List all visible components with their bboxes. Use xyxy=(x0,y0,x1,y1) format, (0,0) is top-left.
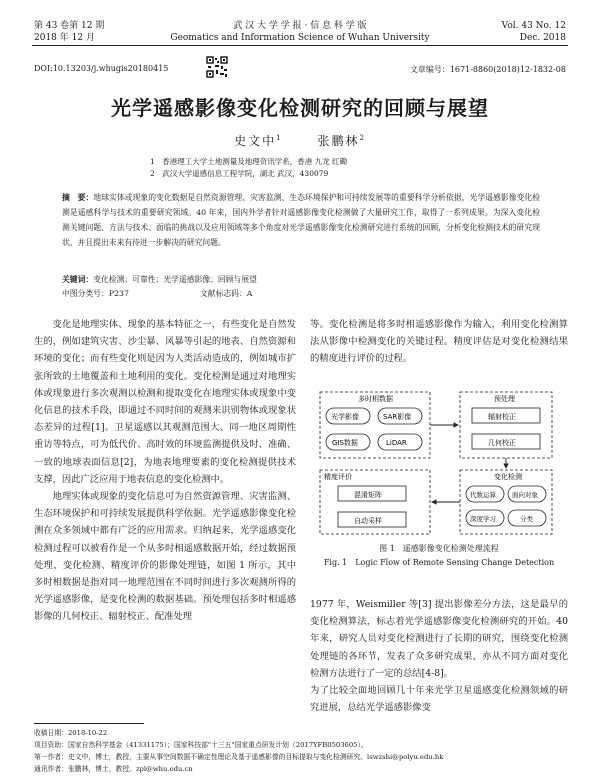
preprocess-label: 预处理 xyxy=(494,395,515,403)
body-paragraph: 为了比较全面地回顾几十年来光学卫星遥感变化检测领域的研究进展，总结光学遥感影像变 xyxy=(310,685,568,714)
multi-temporal-label: 多时相数据 xyxy=(358,395,393,403)
figure-caption-en: Fig. 1 Logic Flow of Remote Sensing Change Detection xyxy=(323,558,555,567)
keywords xyxy=(62,274,540,286)
keywords-text: 变化检测；可靠性；光学遥感影像；回顾与展望 xyxy=(93,275,257,284)
algebra-label: 代数运算 xyxy=(470,491,496,499)
funding-note: 项目资助：国家自然科学基金（41331175）；国家科技部"十三五"国家重点研发计划（2017YFB0503605）。 xyxy=(34,741,368,749)
journal-volume-info-en: Vol. 43 No. 12 Dec. 2018 xyxy=(501,21,566,43)
change-detection-label: 变化检测 xyxy=(494,473,522,481)
author-affiliation-mark: 2 xyxy=(359,134,366,142)
auto-sampling-label: 自动采样 xyxy=(354,517,382,525)
corresponding-author-note: 通讯作者：张鹏林，博士，教授。zpl@whu.edu.cn xyxy=(34,765,193,773)
body-paragraph: 地理实体或现象的变化信息可为自然资源管理、灾害监测、生态环境保护和可持续发展提供科学依据。光学遥感影像变化检测在众多领域中都有广泛的应用需求。归纳起来，光学遥感变化检测过程可以被看作是一个从多时相遥感数据开始，经过数据预处理、变化检测、精度评价的影像处理链，如图 1 所示，其中多时相数据是指对同一地理范围在不同时间进行多次观测所得的光学遥感影像，是变化检测的数据基础。预处理包括多时相遥感影像的几何校正、辐射校正、配准处理 xyxy=(34,491,296,623)
author-name: 史文中 xyxy=(234,134,277,148)
classification-label: 分类 xyxy=(520,515,533,523)
figure-1 xyxy=(318,390,558,538)
gis-data-label: GIS数据 xyxy=(332,439,358,447)
body-paragraph: 等。变化检测是将多时相遥感影像作为输入，利用变化检测算法从影像中检测变化的关键过程。精度评估是对变化检测结果的精度进行评价的过程。 xyxy=(310,319,568,365)
object-based-label: 面向对象 xyxy=(512,491,538,499)
flowchart xyxy=(318,390,558,538)
article-number: 文章编号：1671-8860(2018)12-1832-08 xyxy=(409,65,566,74)
author-list xyxy=(32,132,568,149)
deep-learning-label: 深度学习 xyxy=(470,515,496,523)
received-date: 收稿日期：2018-10-22 xyxy=(34,729,108,737)
affiliation: 2 武汉大学遥感信息工程学院，湖北 武汉，430079 xyxy=(150,169,329,178)
journal-volume-info: 第 43 卷第 12 期 2018 年 12 月 xyxy=(34,21,105,43)
abstract-label: 摘 要： xyxy=(62,193,94,202)
optical-image-label: 光学影像 xyxy=(331,413,359,421)
confusion-matrix-label: 混淆矩阵 xyxy=(354,491,382,499)
author-name: 张鹏林 xyxy=(317,134,360,148)
body-paragraph: 1977 年，Weismiller 等[3] 提出影像差分方法，这是最早的变化检测算法，标志着光学遥感影像变化检测研究的开始。40 年来，研究人员对变化检测进行了长期的研究，围绕变化检测处理链的各环节，发表了众多研究成果，亦从不同方面对变化检测方法进行了一定的总结[4-8]。 xyxy=(310,599,568,679)
geometric-label: 几何校正 xyxy=(488,439,516,447)
journal-name: 武 汉 大 学 学 报 · 信 息 科 学 版 Geomatics and Information Science of Wuhan University xyxy=(170,21,430,43)
abstract xyxy=(62,190,540,250)
body-paragraph: 变化是地理实体、现象的基本特征之一，有些变化是自然发生的，例如建筑灾害、沙尘暴、风暴等引起的地表、自然资源和环境的变化；而有些变化则是因为人类活动造成的，例如城市扩张所致的土地覆盖和土地利用的变化。变化检测是通过对地理实体或现象进行多次观测以检测和提取变化在地理实体或现象中变化信息的技术手段，即通过不同时间的观测来识别物体或现象状态差异的过程[1]。卫星遥感以其观测范围大、同一地区周期性重访等特点，可为低代价、高时效的环境监测提供及时、准确、一致的地球表面信息[2]，为地表地理要素的变化检测提供技术支撑，因此广泛应用于地表信息的变化检测中。 xyxy=(34,319,296,485)
body-column-right-bottom xyxy=(310,596,568,716)
sar-image-label: SAR影像 xyxy=(383,413,412,421)
document-code: 文献标志码：A xyxy=(200,289,253,298)
radiometric-label: 辐射校正 xyxy=(488,413,516,421)
footnote-divider xyxy=(34,723,144,724)
body-column-right-top xyxy=(310,316,568,368)
abstract-text: 地球实体或现象的变化数据是自然资源管理、灾害监测、生态环境保护和可持续发展等的重要科学分析依据，光学遥感影像变化检测是遥感科学与技术的重要研究领域。40 年来，国内外学者针对遥感影像变化检测做了大量研究工作，取得了一系列成果。为深入变化检测关键问题、方法与技术、面临的挑战以及应用领域等多个角度对光学遥感影像变化检测研究进行系统的回顾，分析变化检测技术的研究现状，并且提出未来有待进一步解决的研究问题。 xyxy=(62,193,541,247)
qr-code-icon xyxy=(206,56,228,78)
accuracy-label: 精度评价 xyxy=(324,473,352,481)
keywords-label: 关键词： xyxy=(62,275,94,284)
body-column-left xyxy=(34,316,296,626)
first-author-note: 第一作者：史文中，博士，教授，主要从事空间数据不确定性理论及基于遥感影像的目标提取与变化检测研究。lswzshi@polyu.edu.hk xyxy=(34,753,444,761)
figure-caption-cn: 图 1 遥感影像变化检测处理流程 xyxy=(379,544,499,553)
class-number: 中图分类号：P237 xyxy=(62,289,129,298)
paper-title: 光学遥感影像变化检测研究的回顾与展望 xyxy=(111,96,489,120)
header-divider xyxy=(32,45,568,46)
lidar-label: LiDAR xyxy=(386,439,407,447)
author-affiliation-mark: 1 xyxy=(276,134,283,142)
affiliation: 1 香港理工大学土地测量及地理资讯学系，香港 九龙 红磡 xyxy=(150,157,348,166)
doi[interactable]: DOI:10.13203/j.whugis20180415 xyxy=(34,64,169,73)
